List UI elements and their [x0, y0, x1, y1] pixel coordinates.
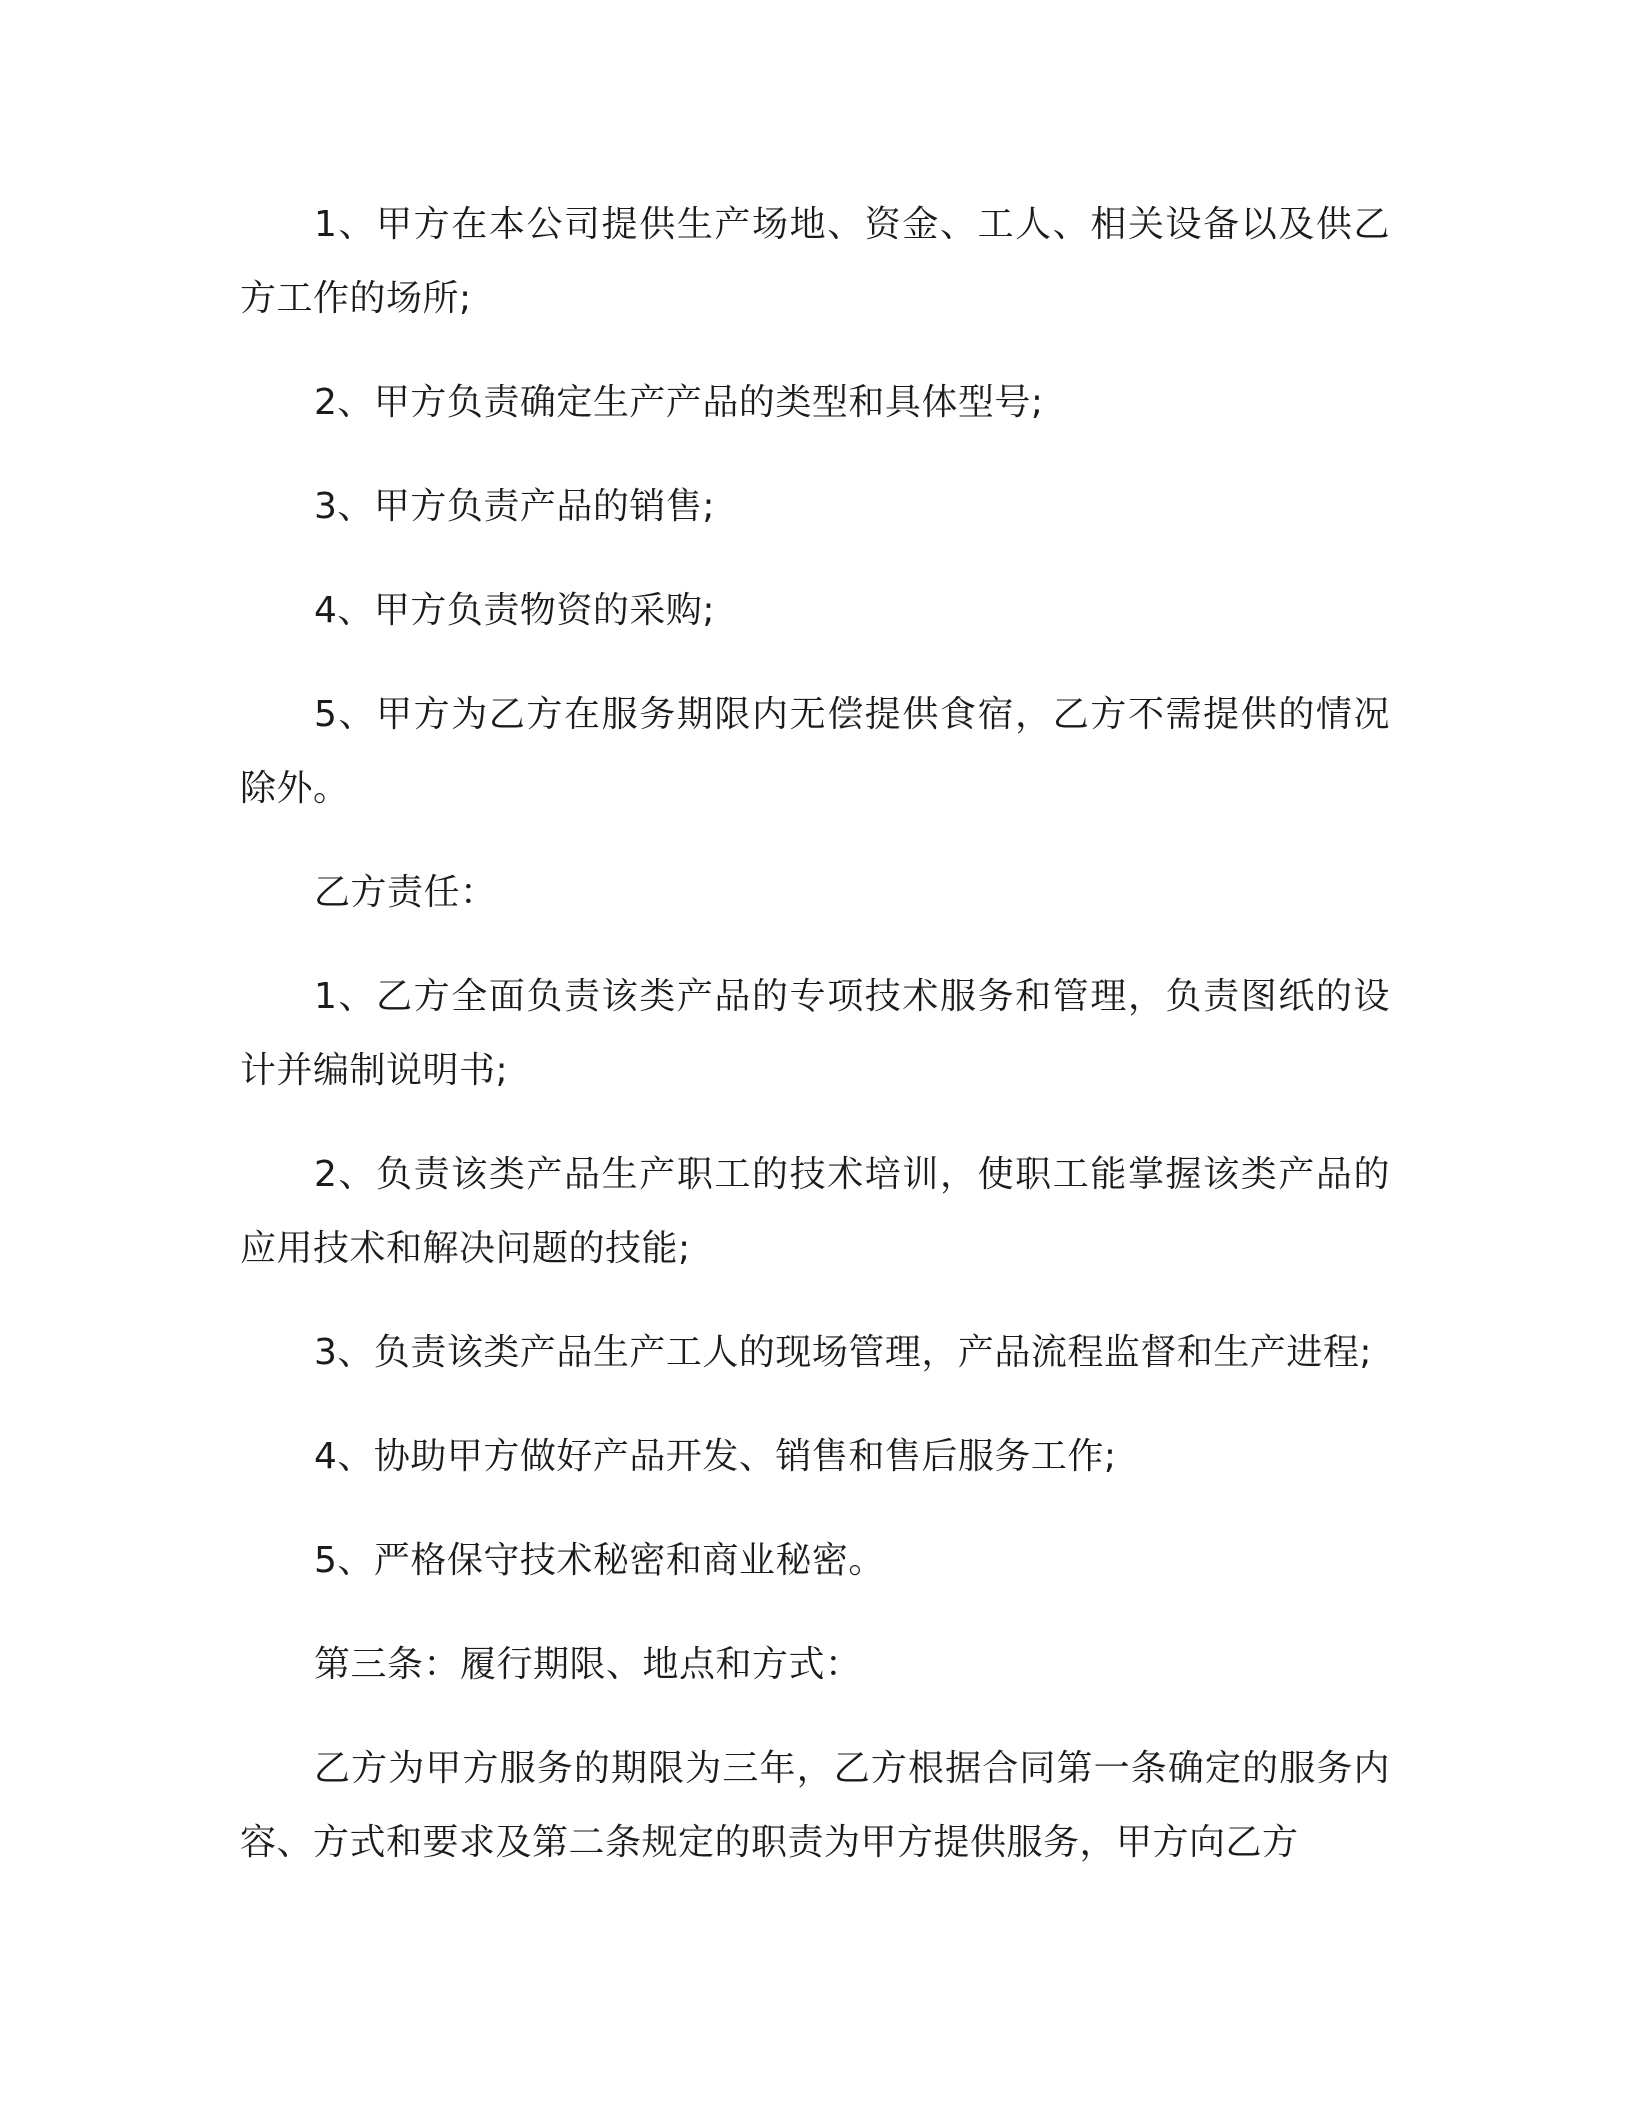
section-heading-party-b: 乙方责任：	[314, 872, 497, 913]
paragraph-10: 5、严格保守技术秘密和商业秘密。	[314, 1540, 885, 1581]
paragraph-11: 乙方为甲方服务的期限为三年，乙方根据合同第一条确定的服务内容、方式和要求及第二条规定的职责为甲方提供服务，甲方向乙方	[240, 1748, 1390, 1863]
section-heading-article-3: 第三条：履行期限、地点和方式：	[314, 1644, 862, 1685]
document-body	[240, 188, 1390, 1910]
paragraph-2: 2、甲方负责确定生产产品的类型和具体型号;	[314, 382, 1044, 423]
paragraph-3: 3、甲方负责产品的销售;	[314, 486, 716, 527]
paragraph-9: 4、协助甲方做好产品开发、销售和售后服务工作;	[314, 1436, 1117, 1477]
paragraph-1: 1、甲方在本公司提供生产场地、资金、工人、相关设备以及供乙方工作的场所;	[240, 204, 1390, 319]
paragraph-7: 2、负责该类产品生产职工的技术培训，使职工能掌握该类产品的应用技术和解决问题的技能;	[240, 1154, 1390, 1269]
paragraph-8: 3、负责该类产品生产工人的现场管理，产品流程监督和生产进程;	[314, 1332, 1373, 1373]
paragraph-4: 4、甲方负责物资的采购;	[314, 590, 716, 631]
paragraph-6: 1、乙方全面负责该类产品的专项技术服务和管理，负责图纸的设计并编制说明书;	[240, 976, 1390, 1091]
paragraph-5: 5、甲方为乙方在服务期限内无偿提供食宿，乙方不需提供的情况除外。	[240, 694, 1390, 809]
